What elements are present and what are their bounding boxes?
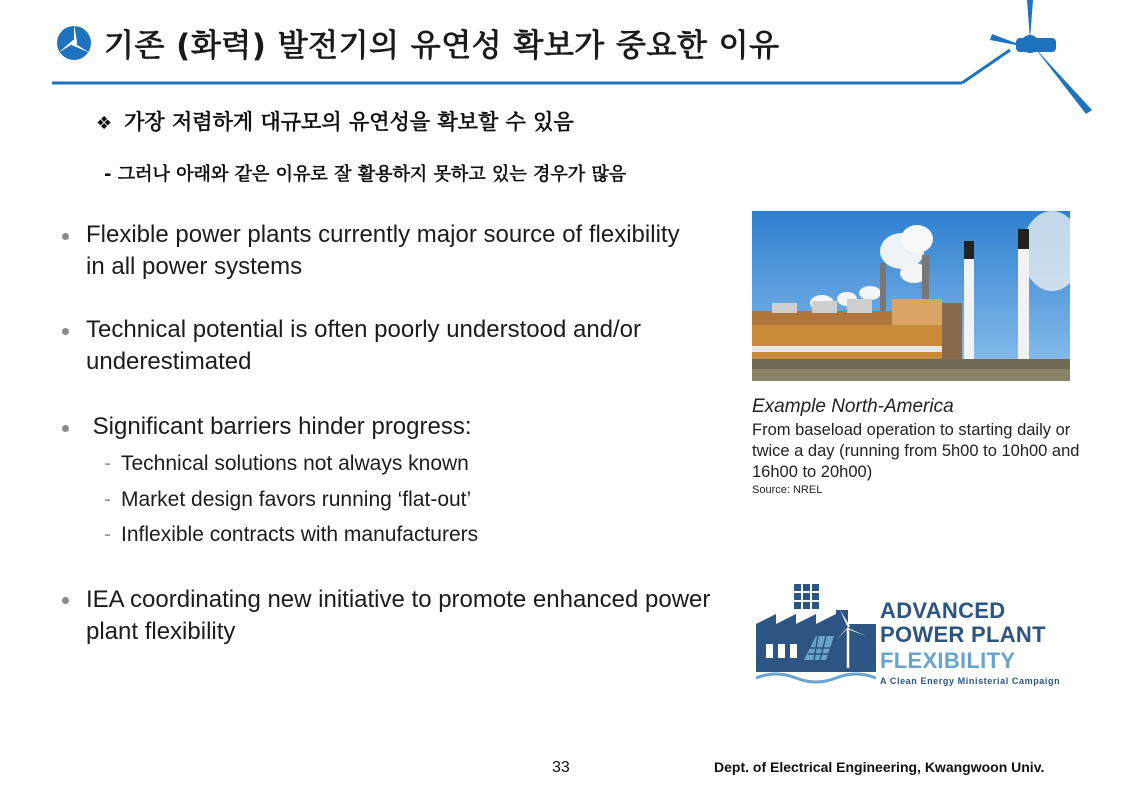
sub-bullet-2: - Market design favors running ‘flat-out’ xyxy=(104,488,472,511)
logo-text-flexibility: FLEXIBILITY xyxy=(880,648,1016,673)
sub-bullet-text: Market design favors running ‘flat-out’ xyxy=(121,488,472,511)
bullet-dot-icon xyxy=(62,425,69,432)
power-plant-photo xyxy=(752,211,1070,381)
apf-logo-icon xyxy=(756,580,876,686)
bullet-dot-icon xyxy=(62,233,69,240)
page-number: 33 xyxy=(552,759,570,776)
bullet-dot-icon xyxy=(62,328,69,335)
bullet-item-3: Significant barriers hinder progress: xyxy=(86,413,472,440)
bullet-item-1: Flexible power plants currently major source of flexibility in all power systems xyxy=(86,221,680,280)
page-title: 기존 (화력) 발전기의 유연성 확보가 중요한 이유 xyxy=(104,28,780,64)
photo-caption-body: From baseload operation to starting daily or twice a day (running from 5h00 to 10h00 and 16h00 to 20h00) xyxy=(752,421,1080,481)
sub-bullet-text: Inflexible contracts with manufacturers xyxy=(121,523,479,546)
sub-bullet-3: - Inflexible contracts with manufacturers xyxy=(104,523,479,546)
turbine-emblem-icon xyxy=(54,22,94,62)
korean-sub-text: - 그러나 아래와 같은 이유로 잘 활용하지 못하고 있는 경우가 많음 xyxy=(104,164,627,185)
korean-main-bullet xyxy=(96,106,574,136)
wind-turbine-icon xyxy=(990,0,1092,114)
logo-text-power-plant: POWER PLANT xyxy=(880,622,1046,647)
bullet-dot-icon xyxy=(62,597,69,604)
diamond-bullet-icon: ❖ xyxy=(96,113,113,134)
photo-caption-source: Source: NREL xyxy=(752,484,823,496)
logo-tagline: A Clean Energy Ministerial Campaign xyxy=(880,676,1061,686)
logo-text-advanced: ADVANCED xyxy=(880,598,1006,623)
sub-bullet-text: Technical solutions not always known xyxy=(121,452,469,475)
bullet-item-4: IEA coordinating new initiative to promote enhanced power plant flexibility xyxy=(86,586,711,645)
korean-bullet-text: 가장 저렴하게 대규모의 유연성을 확보할 수 있음 xyxy=(124,110,574,134)
sub-bullet-1: - Technical solutions not always known xyxy=(104,452,469,475)
bullet-item-2: Technical potential is often poorly understood and/or underestimated xyxy=(86,316,642,375)
photo-caption-title: Example North-America xyxy=(752,396,954,417)
footer-department: Dept. of Electrical Engineering, Kwangwoon Univ. xyxy=(714,759,1045,775)
